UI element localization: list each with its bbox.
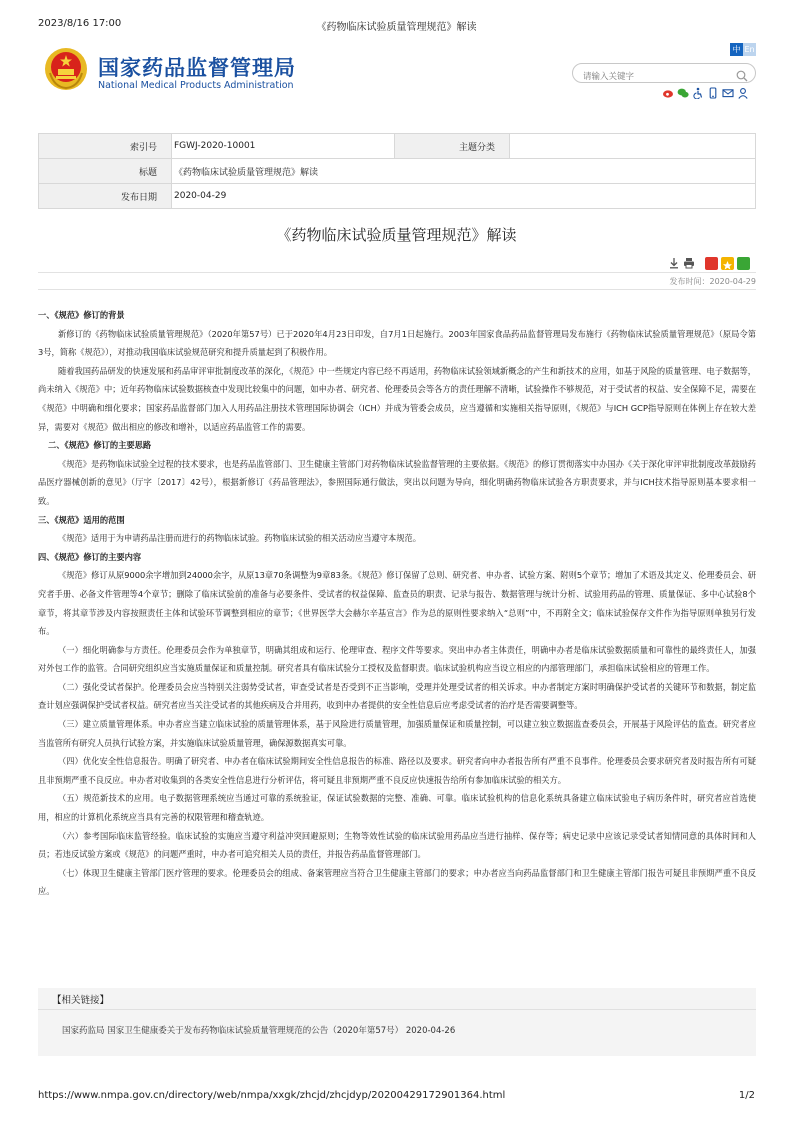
article-body [38,306,756,901]
paragraph: （七）体现卫生健康主管部门医疗管理的要求。伦理委员会的组成、备案管理应当符合卫生健康主管部门的要求；申办者应当向药品监督部门和卫生健康主管部门报告可疑且非预期严重不良反应。 [38,867,756,897]
date-value: 2020-04-29 [172,184,756,209]
paragraph: 《规范》适用于为申请药品注册而进行的药物临床试验。药物临床试验的相关活动应当遵守本规范。 [58,533,421,544]
page-url: https://www.nmpa.gov.cn/directory/web/nmpa/xxgk/zhcjd/zhcjdyp/20200429172901364.html [38,1090,506,1101]
print-page-title: 《药物临床试验质量管理规范》解读 [316,22,477,33]
weibo-share-icon[interactable] [705,257,718,270]
date-label: 发布日期 [39,184,172,209]
related-links-box [38,988,756,1056]
print-footer [38,1090,755,1104]
print-header [38,18,755,32]
publish-time: 发布时间：2020-04-29 [669,277,756,286]
mail-icon[interactable] [722,87,734,99]
title-label: 标题 [39,159,172,184]
paragraph: （四）优化安全性信息报告。明确了研究者、申办者在临床试验期间安全性信息报告的标准、路径以及要求。研究者向申办者报告所有严重不良事件。伦理委员会要求研究者及时报告所有可疑且非预期严重不良反应。申办者对收集到的各类安全性信息进行分析评估，将可疑且非预期严重不良反应快速报告给所有参加临床试验的相关方。 [38,756,756,785]
divider [38,289,756,290]
related-links-title: 【相关链接】 [52,995,110,1006]
topic-label: 主题分类 [395,134,510,159]
search-box [572,63,756,83]
title-value: 《药物临床试验质量管理规范》解读 [172,159,756,184]
site-title[interactable]: 国家药品监督管理局 [98,56,296,80]
search-input[interactable] [573,68,733,86]
share-bar [668,254,750,273]
qzone-share-icon[interactable] [721,257,734,270]
language-switch [730,43,756,56]
print-timestamp: 2023/8/16 17:00 [38,18,122,29]
mobile-icon[interactable] [707,87,719,99]
national-emblem-icon[interactable] [44,47,88,91]
paragraph: （一）细化明确参与方责任。伦理委员会作为单独章节，明确其组成和运行、伦理审查、程序文件等要求。突出申办者主体责任，明确申办者是临床试验数据质量和可靠性的最终责任人，加强对外包工作的监管。合同研究组织应当实施质量保证和质量控制。研究者具有临床试验分工授权及监督职责。临床试验机构应当设立相应的内部管理部门，承担临床试验相应的管理工作。 [38,644,756,674]
lang-en-button[interactable]: En [744,45,755,54]
related-link[interactable]: 国家药监局 国家卫生健康委关于发布药物临床试验质量管理规范的公告（2020年第57号） 2020-04-26 [62,1026,456,1036]
section-heading: 二、《规范》修订的主要思路 [48,440,152,451]
download-icon[interactable] [668,254,680,273]
index-value: FGWJ-2020-10001 [172,134,395,159]
search-icon[interactable] [736,67,748,86]
document-title: 《药物临床试验质量管理规范》解读 [276,226,517,244]
paragraph: 《规范》是药物临床试验全过程的技术要求，也是药品监管部门、卫生健康主管部门对药物临床试验监督管理的主要依据。《规范》的修订贯彻落实中办国办《关于深化审评审批制度改革鼓励药品医疗器械创新的意见》（厅字〔2017〕42号），根据新修订《药品管理法》，参照国际通行做法，突出以问题为导向，细化明确药物临床试验各方职责要求，并与ICH技术指导原则基本要求相一致。 [38,458,756,506]
paragraph: （六）参考国际临床监管经验。临床试验的实施应当遵守利益冲突回避原则；生物等效性试验的临床试验用药品应当进行抽样、保存等；病史记录中应该记录受试者知情同意的具体时间和人员；若违反试验方案或《规范》的问题严重时，申办者可追究相关人员的责任，并报告药品监督管理部门。 [38,830,756,860]
user-icon[interactable] [737,87,749,99]
site-subtitle: National Medical Products Administration [98,80,294,91]
paragraph: （五）规范新技术的应用。电子数据管理系统应当通过可靠的系统验证，保证试验数据的完整、准确、可靠。临床试验机构的信息化系统具备建立临床试验电子病历条件时，研究者应首选使用，相应的计算机化系统应当具有完善的权限管理和稽查轨迹。 [38,793,756,823]
wechat-icon[interactable] [677,87,689,99]
wechat-share-icon[interactable] [737,257,750,270]
paragraph: 随着我国药品研发的快速发展和药品审评审批制度改革的深化，《规范》中一些规定内容已经不再适用，药物临床试验领域新概念的产生和新技术的应用，如基于风险的质量管理、电子数据等，尚未纳入《规范》中；近年药物临床试验数据核查中发现比较集中的问题，如申办者、研究者、伦理委员会等各方的责任理解不清晰，试验操作不够规范，对于受试者的权益、安全保障不足，需要在《规范》中明确和细化要求；国家药品监督部门加入人用药品注册技术管理国际协调会（ICH）并成为管委会成员，应当遵循和实施相关指导原则，《规范》与ICH GCP指导原则在体例上存在较大差异，需要对《规范》做出相应的修改和增补，以适应药品监管工作的需要。 [38,365,756,432]
paragraph: 《规范》修订从原9000余字增加到24000余字，从原13章70条调整为9章83条。《规范》修订保留了总则、研究者、申办者、试验方案、附则5个章节；增加了术语及其定义、伦理委员会、研究者手册、必备文件管理等4个章节；删除了临床试验前的准备与必要条件、受试者的权益保障、监查员的职责、记录与报告、数据管理与统计分析、试验用药品的管理、质量保证、多中心试验8个章节，将其章节涉及内容按照责任主体和试验环节调整到相应的章节；《世界医学大会赫尔辛基宣言》作为总的原则性要求纳入“总则”中，不再附全文；临床试验保存文件作为指导原则单独另行发布。 [38,570,756,637]
paragraph: （二）强化受试者保护。伦理委员会应当特别关注弱势受试者，审查受试者是否受到不正当影响，受理并处理受试者的相关诉求。申办者制定方案时明确保护受试者的关键环节和数据，制定监查计划应强调保护受试者权益。研究者应当关注受试者的其他疾病及合并用药，收到申办者提供的安全性信息后应考虑受试者的治疗是否需要调整等。 [38,681,756,711]
divider [38,272,756,273]
paragraph: 新修订的《药物临床试验质量管理规范》（2020年第57号）已于2020年4月23日印发，自7月1日起施行。2003年国家食品药品监督管理局发布施行《药物临床试验质量管理规范》（原局令第3号，简称《规范》），对推动我国临床试验规范研究和提升质量起到了积极作用。 [38,328,756,358]
section-heading: 一、《规范》修订的背景 [38,310,125,320]
weibo-icon[interactable] [662,87,674,99]
section-heading: 四、《规范》修订的主要内容 [38,551,142,562]
header-tools [662,87,749,99]
index-label: 索引号 [39,134,172,159]
meta-table [38,133,756,209]
page-number: 1/2 [738,1090,755,1101]
topic-value [510,134,756,159]
accessibility-icon[interactable] [692,87,704,99]
divider [38,1009,756,1010]
print-icon[interactable] [683,254,695,273]
section-heading: 三、《规范》适用的范围 [38,514,125,525]
lang-zh-button[interactable]: 中 [730,43,743,56]
paragraph: （三）建立质量管理体系。申办者应当建立临床试验的质量管理体系，基于风险进行质量管理，加强质量保证和质量控制，可以建立独立数据监查委员会，开展基于风险评估的监查。研究者应当监管所有研究人员执行试验方案，并实施临床试验质量管理，确保源数据真实可靠。 [38,719,756,748]
